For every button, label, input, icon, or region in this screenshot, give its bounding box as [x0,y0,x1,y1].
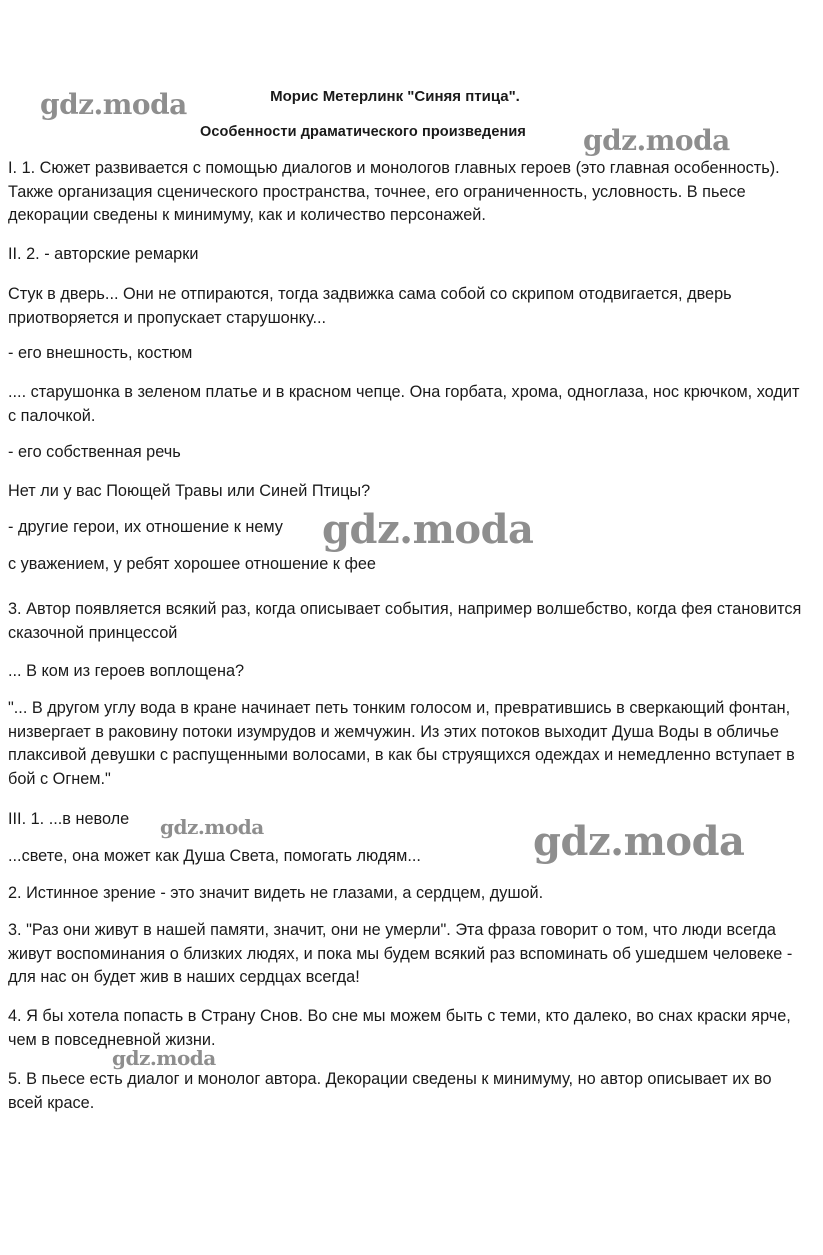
paragraph-knock: Стук в дверь... Они не отпираются, тогда задвижка сама собой со скрипом отодвигается, дверь приотворяется и пропускает старушонку... [8,285,732,327]
paragraph-true-sight: 2. Истинное зрение - это значит видеть не глазами, а сердцем, душой. [8,884,544,902]
paragraph-dream-land: 4. Я бы хотела попасть в Страну Снов. Во сне мы можем быть с теми, кто далеко, во снах краски ярче, чем в повседневной жизни. [8,1007,791,1049]
paragraph-question: ... В ком из героев воплощена? [8,662,245,680]
paragraph-appearance-heading: - его внешность, костюм [8,344,193,362]
watermark: gdz.moda [160,815,264,839]
paragraph-plot: I. 1. Сюжет развивается с помощью диалогов и монологов главных героев (это главная особенность). Также организация сценического пространства, точнее, его ограниченность, условность. В пьесе декорации сведены к минимуму, как и количество персонажей. [8,159,780,224]
paragraph-appearance: .... старушонка в зеленом платье и в красном чепце. Она горбата, хрома, одноглаза, нос крючком, ходит с палочкой. [8,383,800,425]
document-subtitle: Особенности драматического произведения [200,124,526,140]
paragraph-attitude: с уважением, у ребят хорошее отношение к фее [8,555,376,573]
paragraph-speech-heading: - его собственная речь [8,443,181,461]
watermark: gdz.moda [533,818,745,865]
paragraph-remarks-heading: II. 2. - авторские ремарки [8,245,199,263]
paragraph-memory: 3. "Раз они живут в нашей памяти, значит, они не умерли". Эта фраза говорит о том, что люди всегда живут воспоминания о близких людях, и пока мы будем всякий раз вспоминать об ушедшем человеке - для нас он будет жив в наших сердцах всегда! [8,921,793,986]
watermark: gdz.moda [40,88,187,121]
paragraph-part3-heading: III. 1. ...в неволе [8,810,130,828]
paragraph-light: ...свете, она может как Душа Света, помогать людям... [8,847,421,865]
watermark: gdz.moda [112,1046,216,1070]
paragraph-dialogue: 5. В пьесе есть диалог и монолог автора. Декорации сведены к минимуму, но автор описывает их во всей красе. [8,1070,772,1112]
paragraph-others-heading: - другие герои, их отношение к нему [8,518,283,536]
document-title: Морис Метерлинк "Синяя птица". [270,88,520,105]
watermark: gdz.moda [583,124,730,157]
paragraph-speech: Нет ли у вас Поющей Травы или Синей Птицы? [8,482,371,500]
watermark: gdz.moda [322,506,534,553]
paragraph-author: 3. Автор появляется всякий раз, когда описывает события, например волшебство, когда фея становится сказочной принцессой [8,600,802,642]
paragraph-quote: "... В другом углу вода в кране начинает петь тонким голосом и, превратившись в сверкающий фонтан, низвергает в раковину потоки изумрудов и жемчужин. Из этих потоков выходит Душа Воды в обличье плаксивой девушки с распущенными волосами, в как бы струящихся одеждах и немедленно вступает в бой с Огнем." [8,699,795,788]
